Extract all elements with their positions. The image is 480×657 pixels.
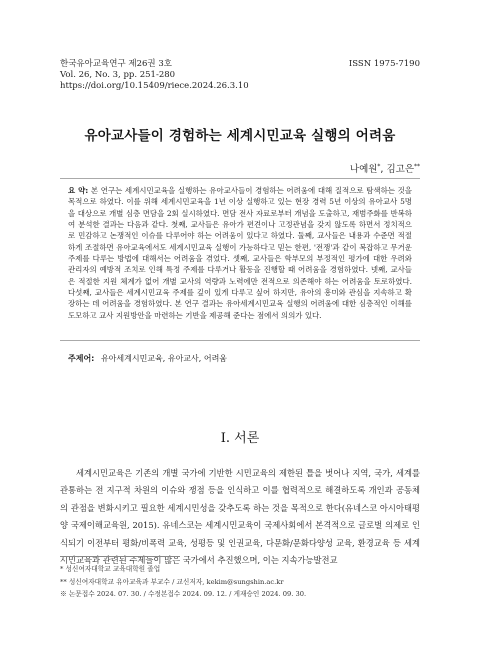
author-separator: ,: [380, 164, 387, 175]
section-heading: Ⅰ. 서론: [220, 431, 260, 446]
journal-header: [60, 59, 420, 92]
abstract-text: 본 연구는 세계시민교육을 실행하는 유아교사들이 경험하는 어려움에 대해 질적으로 탐색하는 것을 목적으로 하였다. 이를 위해 세계시민교육을 1년 이상 실행하고 있는 현장 경력 5년 이상의 유아교사 5명을 대상으로 개별 심층 면담을 2회 실시하였다. 면담 전사 자료로부터 개념을 도출하고, 재범주화를 반복하여 분석한 결과는 다음과 같다. 첫째, 교사들은 유아가 편견이나 고정관념을 갖지 않도록 하면서 정치적으로 민감하고 논쟁적인 이슈를 다루어야 하는 어려움이 있다고 하였다. 둘째, 교사들은 내용과 수준면 적절하게 조절하면 유아교육에서도 세계시민교육 실행이 가능하다고 믿는 한편, '전쟁'과 같이 복잡하고 무거운 주제를 다루는 방법에 대해서는 어려움을 겪었다. 셋째, 교사들은 학부모의 부정적인 평가에 대한 우려와 관리자의 예방적 조치로 인해 특정 주제를 다루거나 활동을 진행할 때 어려움을 경험하였다. 넷째, 교사들은 적절한 지원 체계가 없어 개별 교사의 역량과 노력에만 전적으로 의존해야 하는 어려움을 토로하였다. 다섯째, 교사들은 세계시민교육 주제를 깊이 있게 다루고 싶어 하지만, 유아의 흥미와 관심을 지속하고 확장하는 데 어려움을 경험하였다. 본 연구 결과는 유아세계시민교육 실행의 어려움에 대한 심층적인 이해를 도모하고 교사 지원방안을 마련하는 기반을 제공해 준다는 점에서 의의가 있다.: [68, 186, 412, 320]
footnote-1: * 성신여자대학교 교육대학원 졸업: [60, 565, 161, 573]
journal-name: 한국유아교육연구 제26권 3호: [60, 59, 172, 69]
author-1: 나예원: [349, 164, 378, 175]
author-2: 김고은: [386, 164, 414, 175]
keywords-label: 주제어:: [68, 354, 95, 363]
abstract: [60, 178, 420, 341]
footnote-divider: [60, 556, 180, 557]
author-2-mark: **: [414, 162, 420, 170]
journal-issn: ISSN 1975-7190: [348, 59, 420, 69]
paper-title: 유아교사들이 경험하는 세계시민교육 실행의 어려움: [84, 128, 396, 144]
keywords: [68, 353, 227, 364]
abstract-label: 요 약:: [68, 186, 89, 195]
author-line: [350, 161, 420, 175]
journal-doi[interactable]: https://doi.org/10.15409/riece.2024.26.3.10: [60, 81, 249, 91]
author-1-mark: *: [377, 162, 381, 170]
footnotes: [60, 563, 420, 601]
footnote-dates: ※ 논문접수 2024. 07. 30. / 수정본접수 2024. 09. 12. / 게재승인 2024. 09. 30.: [60, 590, 307, 598]
footnote-2: ** 성신여자대학교 유아교육과 부교수 / 교신저자, kekim@sungshin.ac.kr: [60, 577, 284, 586]
keywords-text: 유아세계시민교육, 유아교사, 어려움: [100, 354, 228, 363]
journal-volume: Vol. 26, No. 3, pp. 251-280: [60, 70, 176, 80]
body-paragraph: 세계시민교육은 기존의 개별 국가에 기반한 시민교육의 제한된 틀을 벗어나 지역, 국가, 세계를 관통하는 전 지구적 차원의 이슈와 쟁점 등을 인식하고 이를 협력적으로 해결하도록 개인과 공동체의 관점을 변화시키고 필요한 세계시민성을 갖추도록 하는 것을 목적으로 한다(유네스코 아시아태평양 국제이해교육원, 2015). 유네스코는 세계시민교육이 국제사회에서 본격적으로 글로벌 의제로 인식되기 이전부터 평화/비폭력 교육, 성평등 및 인권교육, 다문화/문화다양성 교육, 환경교육 등 세계시민교육과 관련된 주제들이 많은 국가에서 추진했으며, 이는 지속가능발전교: [60, 468, 420, 566]
